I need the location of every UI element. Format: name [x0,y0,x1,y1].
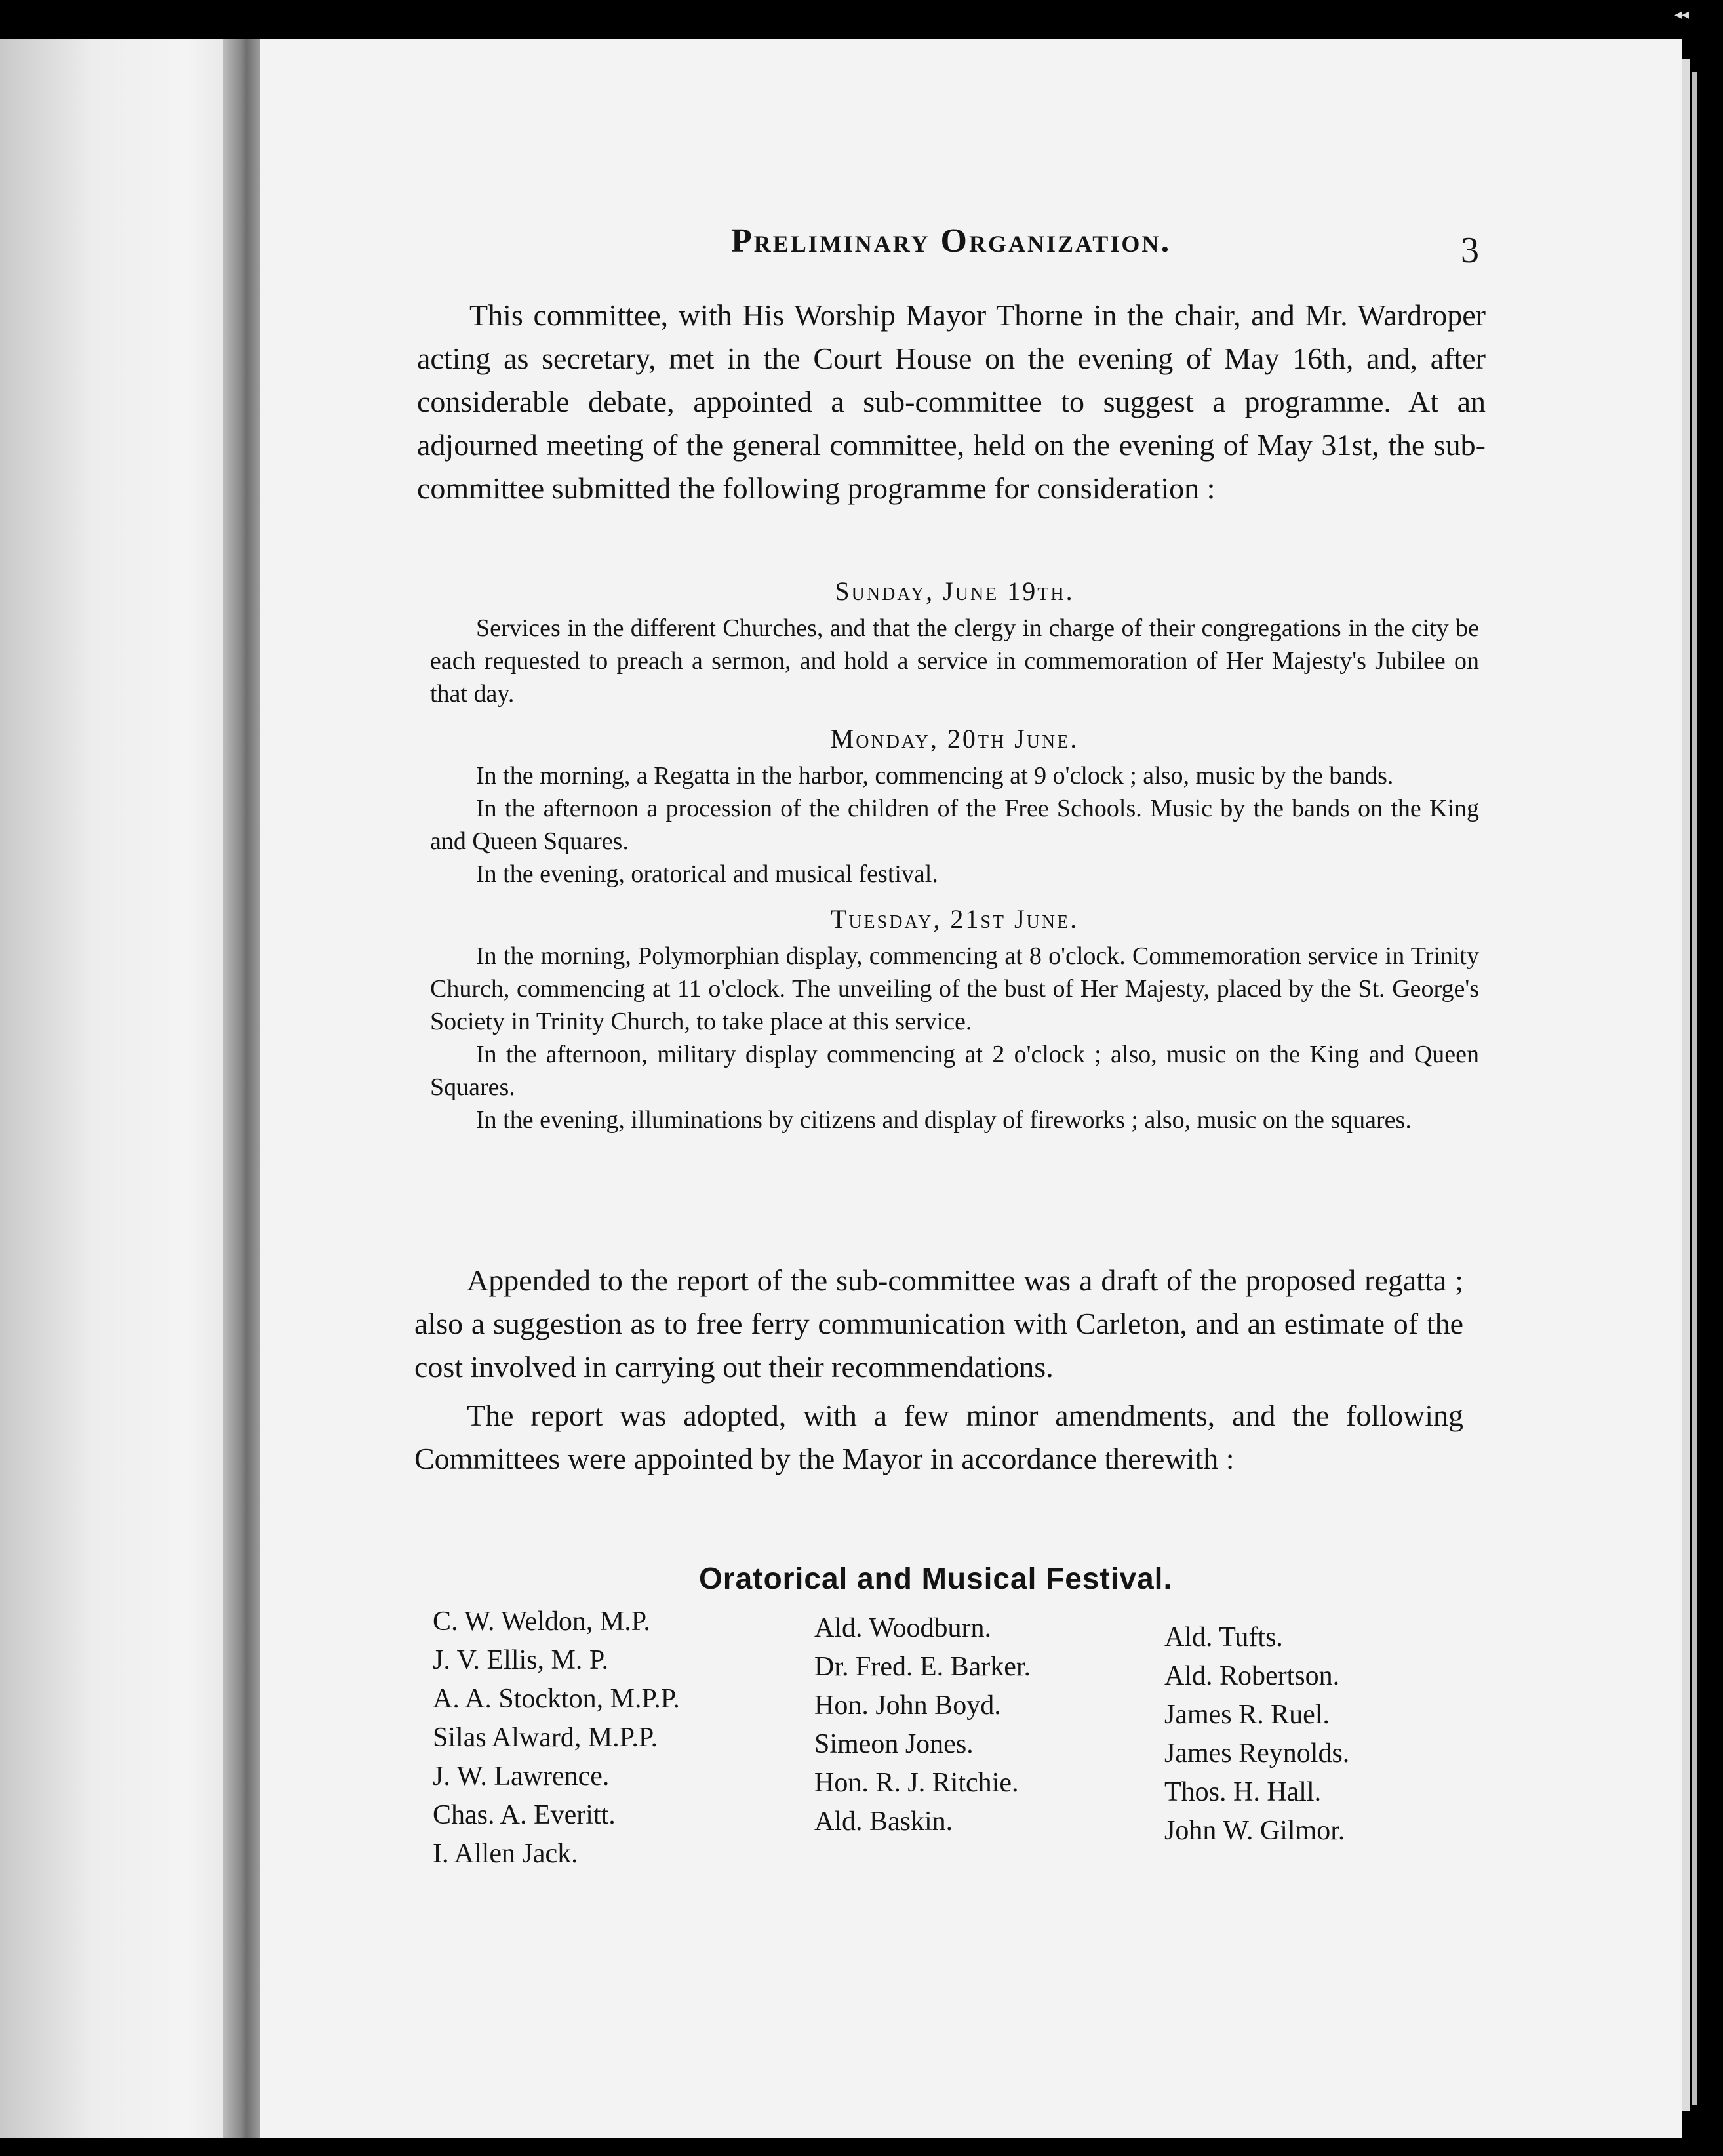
day-heading-monday: Monday, 20th June. [830,724,1079,753]
adopted-paragraph: The report was adopted, with a few minor amendments, and the following Committees were appointed by the Mayor in accordance therewith : [414,1399,1463,1475]
book-gutter [223,39,262,2138]
committee-member: John W. Gilmor. [1164,1816,1345,1846]
committee-column-2 [814,1609,1031,1841]
programme-item: In the evening, illuminations by citizens and display of fireworks ; also, music on the squares. [476,1106,1412,1134]
programme [430,576,1479,1136]
committee-member: James Reynolds. [1164,1738,1350,1768]
committee-member: Ald. Robertson. [1164,1661,1340,1691]
committee-member: Dr. Fred. E. Barker. [814,1652,1031,1682]
scan-mark-icon: ◂◂ [1674,7,1690,23]
programme-item: In the morning, Polymorphian display, commencing at 8 o'clock. Commemoration service in Trinity Church, commencing at 11 o'clock. The unveiling of the bust of Her Majesty, placed by the St. George's Society in Trinity Church, to take place at this service. [430,942,1479,1035]
committee-member: Simeon Jones. [814,1729,974,1759]
running-head: Preliminary Organization. [731,222,1172,260]
programme-item: In the afternoon, military display commencing at 2 o'clock ; also, music on the King and Queen Squares. [430,1041,1479,1101]
committee-member: Ald. Baskin. [814,1807,953,1837]
page-number: 3 [1461,230,1479,271]
committee-member: Hon. John Boyd. [814,1690,1001,1721]
left-page [0,39,233,2138]
committee-member: Hon. R. J. Ritchie. [814,1768,1019,1798]
committee-member: Thos. H. Hall. [1164,1777,1322,1807]
committee-member: C. W. Weldon, M.P. [433,1607,650,1637]
day-heading-tuesday: Tuesday, 21st June. [830,904,1079,934]
committee-member: James R. Ruel. [1164,1700,1330,1730]
committee-member: I. Allen Jack. [433,1839,578,1869]
committee-member: Silas Alward, M.P.P. [433,1723,658,1753]
committee-member: Ald. Tufts. [1164,1622,1283,1652]
appended-paragraph-block [414,1259,1463,1481]
committee-member: A. A. Stockton, M.P.P. [433,1684,680,1714]
appended-paragraph: Appended to the report of the sub-committee was a draft of the proposed regatta ; also a suggestion as to free ferry communication with Carleton, and an estimate of the cost involved in carrying out their recommendations. [414,1264,1463,1384]
committee-member: J. W. Lawrence. [433,1761,610,1791]
page-edge [1692,72,1697,2105]
programme-item: In the morning, a Regatta in the harbor, commencing at 9 o'clock ; also, music by the bands. [476,762,1394,789]
intro-paragraph: This committee, with His Worship Mayor Thorne in the chair, and Mr. Wardroper acting as secretary, met in the Court House on the evening of May 16th, and, after considerable debate, appointed a sub-committee to suggest a programme. At an adjourned meeting of the general committee, held on the evening of May 31st, the sub-committee submitted the following programme for consideration : [417,298,1486,505]
programme-item: In the afternoon a procession of the children of the Free Schools. Music by the bands on the King and Queen Squares. [430,795,1479,855]
intro-paragraph-block [417,294,1486,510]
committee-title: Oratorical and Musical Festival. [699,1561,1173,1595]
committee-member: J. V. Ellis, M. P. [433,1645,609,1675]
programme-item: Services in the different Churches, and that the clergy in charge of their congregations in the city be each requested to preach a sermon, and hold a service in commemoration of Her Majesty's Jubilee on that day. [430,614,1479,708]
day-heading-sunday: Sunday, June 19th. [835,576,1075,606]
committee-column-3 [1164,1618,1349,1850]
page-edge [1682,59,1690,2111]
committee-column-1 [433,1603,680,1873]
committee-member: Chas. A. Everitt. [433,1800,616,1830]
programme-item: In the evening, oratorical and musical festival. [476,860,938,888]
committee-member: Ald. Woodburn. [814,1613,992,1643]
